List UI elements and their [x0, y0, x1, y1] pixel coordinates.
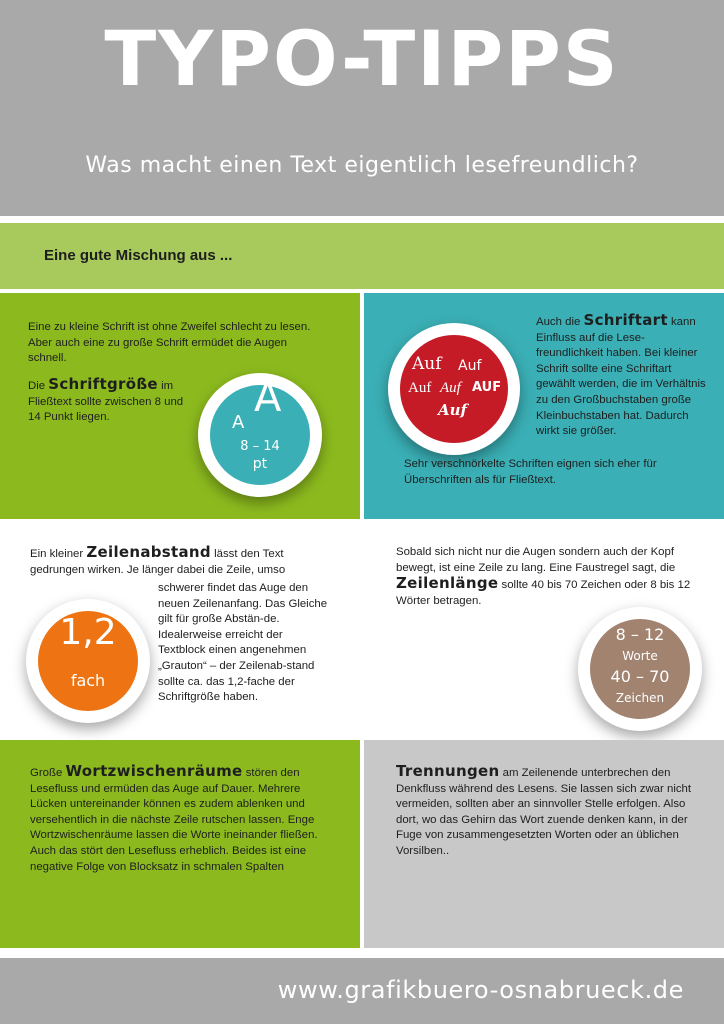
trennungen-post: am Zeilenende unterbrechen den Denkfluss während des Lesens. Sie lassen sich zwar nicht vermeiden, sollten aber an sinnvoller Stelle erfolgen. Also dort, wo das Gehirn das Wort zuende denken kann, in der Fuge von zusammengesetzten Worten oder an üblichen Vorsilben..: [396, 767, 692, 857]
font-sample-3: Auf: [408, 380, 432, 396]
chars-unit: Zeichen: [615, 691, 665, 705]
zeilenabstand-continued: schwerer findet das Auge den neuen Zeilenanfang. Das Gleiche gilt für große Abstän-de. Idealerweise erreicht der Textblock einen angenehmen „Grauton“ – der Zeilenab-stand sollte ca. das 1,2-fache der Schriftgröße haben.: [158, 582, 328, 704]
section-zeilenlaenge: [364, 523, 724, 735]
line-spacing-unit: fach: [70, 671, 106, 690]
schriftgroesse-post: im Fließtext sollte zwischen 8 und 14 Punkt liegen.: [28, 380, 184, 424]
chars-range: 40 – 70: [610, 667, 670, 686]
schriftgroesse-keyword: Schriftgröße: [48, 375, 158, 393]
intro-band: [0, 223, 724, 289]
font-sample-1: Auf: [412, 354, 442, 374]
schriftart-note: Sehr verschnörkelte Schriften eignen sich eher für Überschriften als für Fließtext.: [404, 458, 657, 486]
section-trennungen: [364, 740, 724, 948]
wortzwischenraeume-keyword: Wortzwischenräume: [65, 762, 243, 780]
page-subtitle: Was macht einen Text eigentlich lesefreundlich?: [85, 153, 639, 178]
schriftart-text: [536, 313, 706, 440]
trennungen-text: [396, 764, 702, 860]
zeilenabstand-pre: Ein kleiner: [30, 548, 84, 560]
letter-small: A: [232, 412, 245, 433]
page-title: TYPO-TIPPS: [104, 14, 620, 103]
wortzwischenraeume-text: [30, 764, 336, 875]
footer-url: www.grafikbuero-osnabrueck.de: [277, 976, 684, 1004]
schriftart-post: kann Einfluss auf die Lese-freundlichkeit haben. Bei kleiner Schrift sollte eine Schriftart gewählt werden, die im Verhältnis zu den Großbuchstaben große Kleinbuchstaben hat. Dadurch wirkt sie größer.: [536, 316, 706, 438]
schriftgroesse-circle: [198, 373, 322, 497]
section-schriftart: [364, 293, 724, 519]
trennungen-keyword: Trennungen: [396, 762, 500, 780]
schriftgroesse-pre: Die: [28, 380, 46, 392]
zeilenlaenge-text: [396, 545, 700, 609]
schriftart-pre: Auch die: [536, 316, 581, 328]
schriftgroesse-text: [28, 377, 198, 426]
wortzwischenraeume-pre: Große: [30, 767, 63, 779]
section-zeilenabstand: [0, 523, 360, 735]
words-range: 8 – 12: [615, 625, 665, 644]
intro-label: Eine gute Mischung aus ...: [44, 247, 233, 264]
line-spacing-value: 1,2: [59, 612, 117, 653]
wortzwischenraeume-post: stören den Lesefluss und ermüden das Auge auf Dauer. Mehrere Lücken untereinander können es zudem ablenken und versehentlich in die nächste Zeile rutschen lassen. Enge Wortzwischenräume lassen die Worte ineinander fließen. Auch das stört den Lesefluss erheblich. Beides ist eine negative Folge von Blocksatz in schmalen Spalten: [30, 767, 318, 873]
schriftgroesse-intro: Eine zu kleine Schrift ist ohne Zweifel schlecht zu lesen. Aber auch eine zu große Schrift ermüdet die Augen schnell.: [28, 321, 311, 365]
zeilenlaenge-post: sollte 40 bis 70 Zeichen oder 8 bis 12 Wörter betragen.: [396, 579, 691, 607]
zeilenlaenge-keyword: Zeilenlänge: [396, 574, 499, 593]
section-schriftgroesse: [0, 293, 360, 519]
zeilenlaenge-pre: Sobald sich nicht nur die Augen sondern auch der Kopf bewegt, ist eine Zeile zu lang. Eine Faustregel sagt, die: [396, 546, 676, 574]
size-range: 8 – 14: [240, 439, 280, 454]
section-wortzwischenraeume: [0, 740, 360, 948]
words-unit: Worte: [622, 649, 658, 663]
font-sample-4: Auf: [440, 380, 461, 396]
font-sample-6: Auf: [438, 401, 467, 419]
header: [0, 0, 724, 216]
zeilenabstand-text: [30, 545, 340, 578]
zeilenabstand-keyword: Zeilenabstand: [86, 543, 211, 561]
font-sample-2: Auf: [458, 358, 482, 374]
font-sample-5: AUF: [472, 380, 502, 395]
zeilenlaenge-circle: [578, 607, 702, 731]
schriftart-circle: [388, 323, 520, 455]
footer: [0, 958, 724, 1024]
letter-large: A: [254, 375, 282, 421]
schriftart-keyword: Schriftart: [583, 311, 668, 329]
zeilenabstand-circle: [26, 599, 150, 723]
size-unit: pt: [252, 456, 268, 472]
zeilenabstand-post: lässt den Text gedrungen wirken. Je länger dabei die Zeile, umso: [30, 548, 286, 576]
